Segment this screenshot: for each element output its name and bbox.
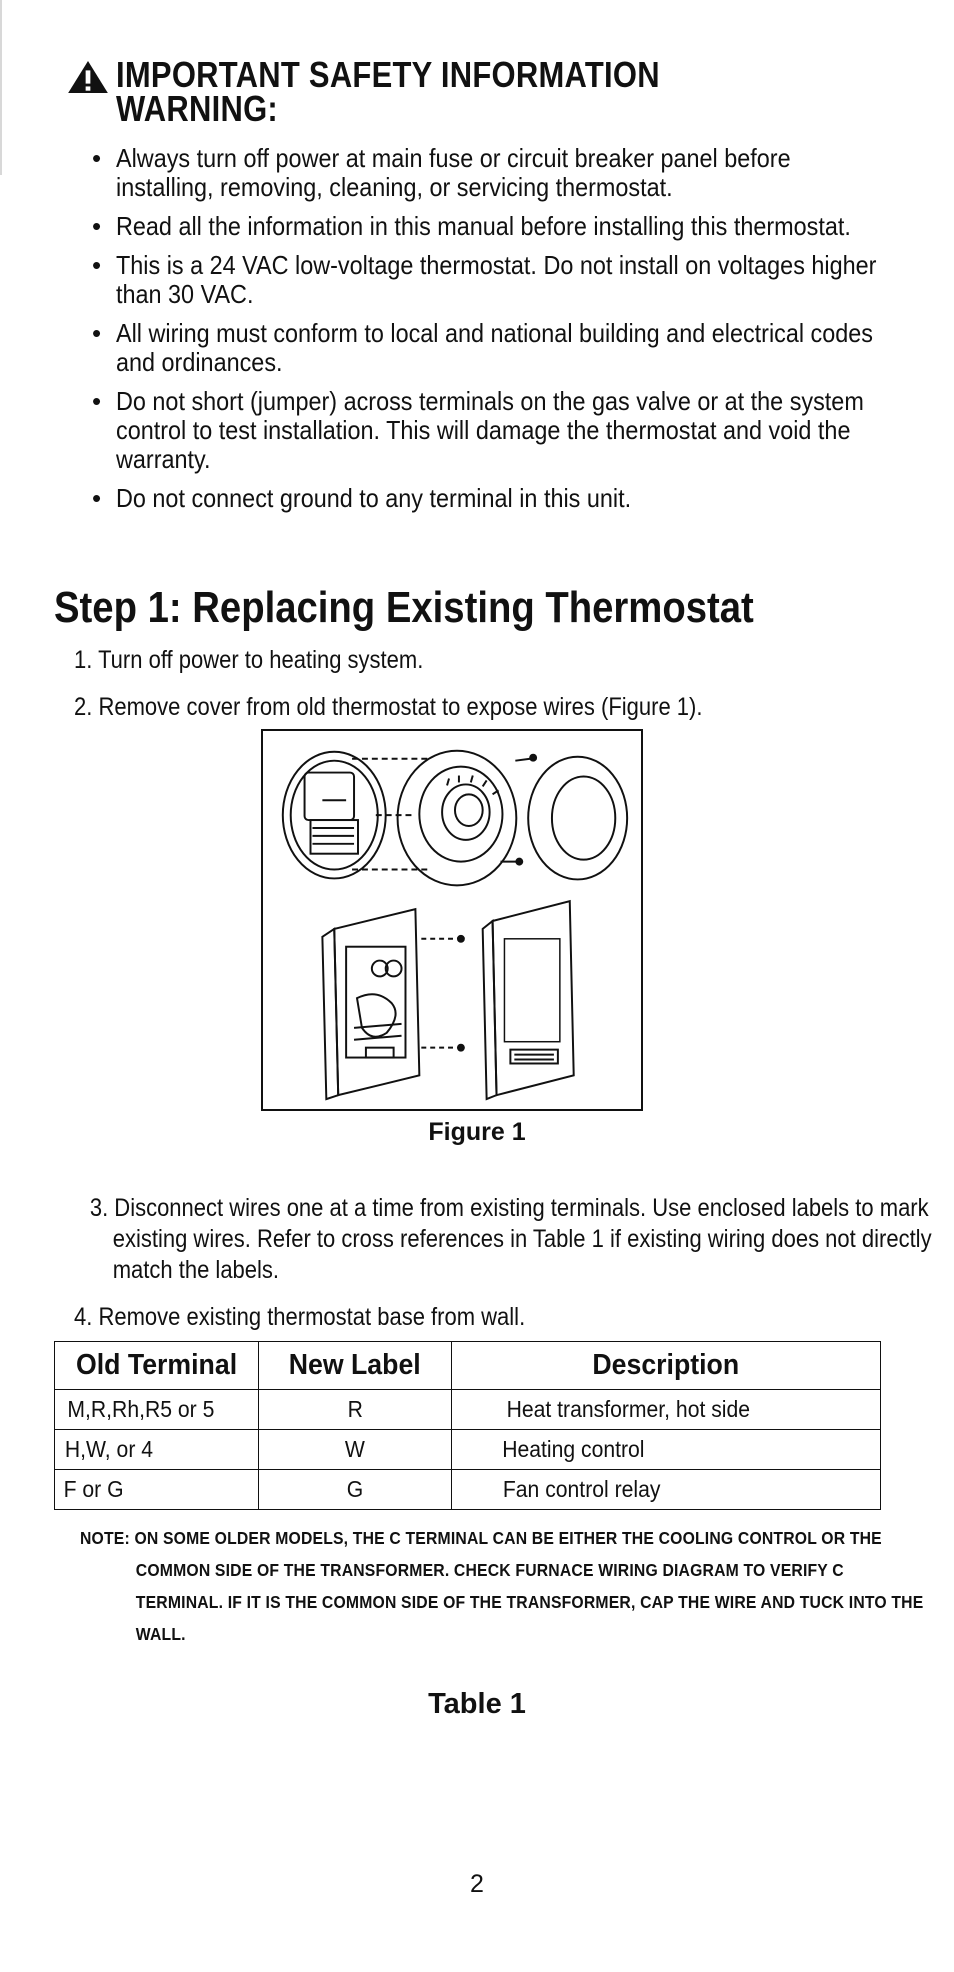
step-text: 3. Disconnect wires one at a time from existing terminals. Use enclosed labels to mark existing wires. Refer to cross references in Table 1 if existing wiring does not directly match the labels. [89,1194,932,1284]
bullet-text: Always turn off power at main fuse or circuit breaker panel before installing, removing, cleaning, or servicing thermostat. [116,143,791,202]
bullet-dot: • [92,211,102,241]
bullet-item [88,144,888,202]
bullet-text: All wiring must conform to local and national building and electrical codes and ordinances. [116,318,874,377]
table-header-row [55,1342,881,1390]
figure-1-illustration [261,729,643,1111]
bullet-dot: • [92,143,102,173]
table-caption: Table 1 [428,1688,526,1720]
bullet-dot: • [92,386,102,416]
safety-title-line-2: WARNING: [116,88,279,129]
bullet-dot: • [92,318,102,348]
table-row [55,1470,881,1510]
thermostat-illustration [263,731,641,1109]
figure-caption: Figure 1 [428,1118,526,1146]
table-cell: Fan control relay [452,1470,881,1510]
column-header: Description [452,1342,881,1390]
bullet-text: Read all the information in this manual before installing this thermostat. [116,211,851,241]
bullet-dot: • [92,250,102,280]
bullet-item [88,319,888,377]
terminal-cross-reference-table [54,1341,881,1510]
table-note [80,1522,924,1650]
bullet-text: Do not short (jumper) across terminals on the gas valve or at the system control to test installation. This will damage the thermostat and void the warranty. [116,386,864,474]
page-edge-mark [0,0,2,175]
bullet-text: Do not connect ground to any terminal in this unit. [116,483,632,513]
table-cell: F or G [55,1470,259,1510]
table-cell: G [259,1470,452,1510]
step-heading: Step 1: Replacing Existing Thermostat [54,583,754,632]
bullet-item [88,251,888,309]
note-text: NOTE: ON SOME OLDER MODELS, THE C TERMINAL CAN BE EITHER THE COOLING CONTROL OR THE COMMON SIDE OF THE TRANSFORMER. CHECK FURNACE WIRING DIAGRAM TO VERIFY C TERMINAL. IF IT IS THE COMMON SIDE OF THE TRANSFORMER, CAP THE WIRE AND TUCK INTO THE WALL. [80,1528,924,1644]
step-text: 2. Remove cover from old thermostat to expose wires (Figure 1). [74,693,703,721]
safety-title-line-1: IMPORTANT SAFETY INFORMATION [116,54,660,95]
safety-warning-title [116,54,660,129]
step-item-2 [74,692,914,723]
table-row [55,1390,881,1430]
safety-warning-header [66,54,748,129]
warning-triangle-icon [66,60,110,94]
bullet-item [88,212,888,241]
step-text: 4. Remove existing thermostat base from wall. [74,1303,526,1331]
table-cell: Heating control [452,1430,881,1470]
table-cell: R [259,1390,452,1430]
bullet-text: This is a 24 VAC low-voltage thermostat. Do not install on voltages higher than 30 VAC. [116,250,877,309]
step-item-4 [74,1302,914,1333]
table-cell: Heat transformer, hot side [452,1390,881,1430]
step-text: 1. Turn off power to heating system. [74,646,424,674]
table-cell: W [259,1430,452,1470]
bullet-item [88,484,888,513]
page-number: 2 [470,1870,484,1898]
safety-bullet-list [88,144,888,523]
step-item-3 [74,1193,932,1286]
bullet-item [88,387,888,474]
table-cell: M,R,Rh,R5 or 5 [55,1390,259,1430]
step-item-1 [74,645,914,676]
table-cell: H,W, or 4 [55,1430,259,1470]
bullet-dot: • [92,483,102,513]
column-header: Old Terminal [55,1342,259,1390]
table-row [55,1430,881,1470]
column-header: New Label [259,1342,452,1390]
